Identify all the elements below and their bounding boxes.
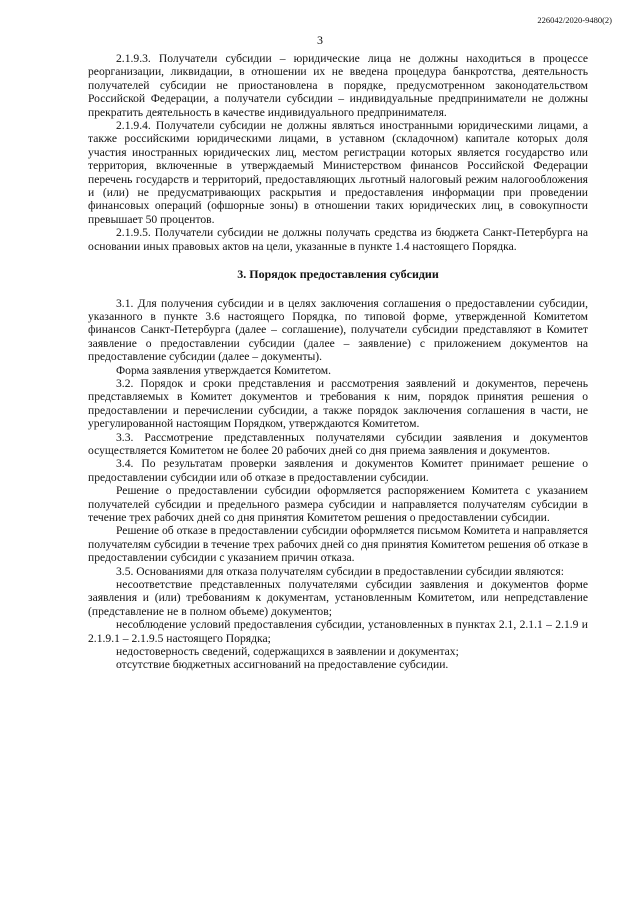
paragraph-2-1-9-4: 2.1.9.4. Получатели субсидии не должны являться иностранными юридическими лицами, а также российскими юридическими лицами, в уставном (складочном) капитале которых доля участия иностранных юридических лиц, местом регистрации которых является государство или территория, включенные в утверждаемый Министерством финансов Российской Федерации перечень государств и территорий, предоставляющих льготный налоговый режим налогообложения и (или) не предусматривающих раскрытия и предоставления информации при проведении финансовых операций (офшорные зоны) в отношении таких юридических лиц, в совокупности превышает 50 процентов. xyxy=(88,119,588,226)
paragraph-3-1: 3.1. Для получения субсидии и в целях заключения соглашения о предоставлении субсидии, указанного в пункте 3.6 настоящего Порядка, по типовой форме, утвержденной Комитетом финансов Санкт-Петербурга (далее – соглашение), получатели субсидии представляют в Комитет заявление о предоставлении субсидии (далее – заявление) с приложением документов на предоставление субсидии (далее – документы). xyxy=(88,296,588,364)
refusal-ground-4: отсутствие бюджетных ассигнований на предоставление субсидии. xyxy=(116,658,449,672)
paragraph-3-2: 3.2. Порядок и сроки представления и рассмотрения заявлений и документов, перечень представляемых в Комитет документов и требования к ним, порядок принятия решения о предоставлении и перечислении субсидии, а также порядок заключения соглашения в части, не урегулированной настоящим Порядком, утверждаются Комитетом. xyxy=(88,376,588,431)
paragraph-2-1-9-3: 2.1.9.3. Получатели субсидии – юридические лица не должны находиться в процессе реорганизации, ликвидации, в отношении их не введена процедура банкротства, деятельность получателей субсидии не приостановлена в порядке, предусмотренном законодательством Российской Федерации, а получатели субсидии – индивидуальные предприниматели не должны прекратить деятельность в качестве индивидуального предпринимателя. xyxy=(88,52,588,119)
paragraph-3-4: 3.4. По результатам проверки заявления и документов Комитет принимает решение о предоставлении субсидии или об отказе в предоставлении субсидии. xyxy=(88,457,588,484)
paragraph-3-5: 3.5. Основаниями для отказа получателям субсидии в предоставлении субсидии являются: xyxy=(116,564,564,578)
refusal-ground-2: несоблюдение условий предоставления субсидии, установленных в пунктах 2.1, 2.1.1 – 2.1.9 и 2.1.9.1 – 2.1.9.5 настоящего Порядка; xyxy=(88,618,588,645)
document-id: 226042/2020-9480(2) xyxy=(537,15,612,25)
paragraph-2-1-9-5: 2.1.9.5. Получатели субсидии не должны получать средства из бюджета Санкт-Петербурга на основании иных правовых актов на цели, указанные в пункте 1.4 настоящего Порядка. xyxy=(88,226,588,253)
refusal-ground-3: недостоверность сведений, содержащихся в заявлении и документах; xyxy=(116,645,459,659)
refusal-ground-1: несоответствие представленных получателями субсидии заявления и документов форме заявления и (или) требованиям к документам, установленным Комитетом, или непредставление (представление не в полном объеме) документов; xyxy=(88,578,588,618)
section-3-heading: 3. Порядок предоставления субсидии xyxy=(237,267,439,282)
page-number: 3 xyxy=(317,33,323,47)
document-body xyxy=(88,52,588,672)
paragraph-refusal-decision: Решение об отказе в предоставлении субсидии оформляется письмом Комитета и направляется получателям субсидии в течение трех рабочих дней со дня принятия Комитетом решения об отказе в предоставлении субсидии с указанием причин отказа. xyxy=(88,524,588,565)
paragraph-form-approval: Форма заявления утверждается Комитетом. xyxy=(116,363,332,377)
paragraph-3-3: 3.3. Рассмотрение представленных получателями субсидии заявления и документов осуществляется Комитетом не более 20 рабочих дней со дня приема заявления и документов. xyxy=(88,430,588,457)
paragraph-grant-decision: Решение о предоставлении субсидии оформляется распоряжением Комитета с указанием получателей субсидии и предельного размера субсидии и направляется получателям субсидии в течение трех рабочих дней со дня принятия Комитетом решения о предоставлении субсидии. xyxy=(88,484,588,524)
